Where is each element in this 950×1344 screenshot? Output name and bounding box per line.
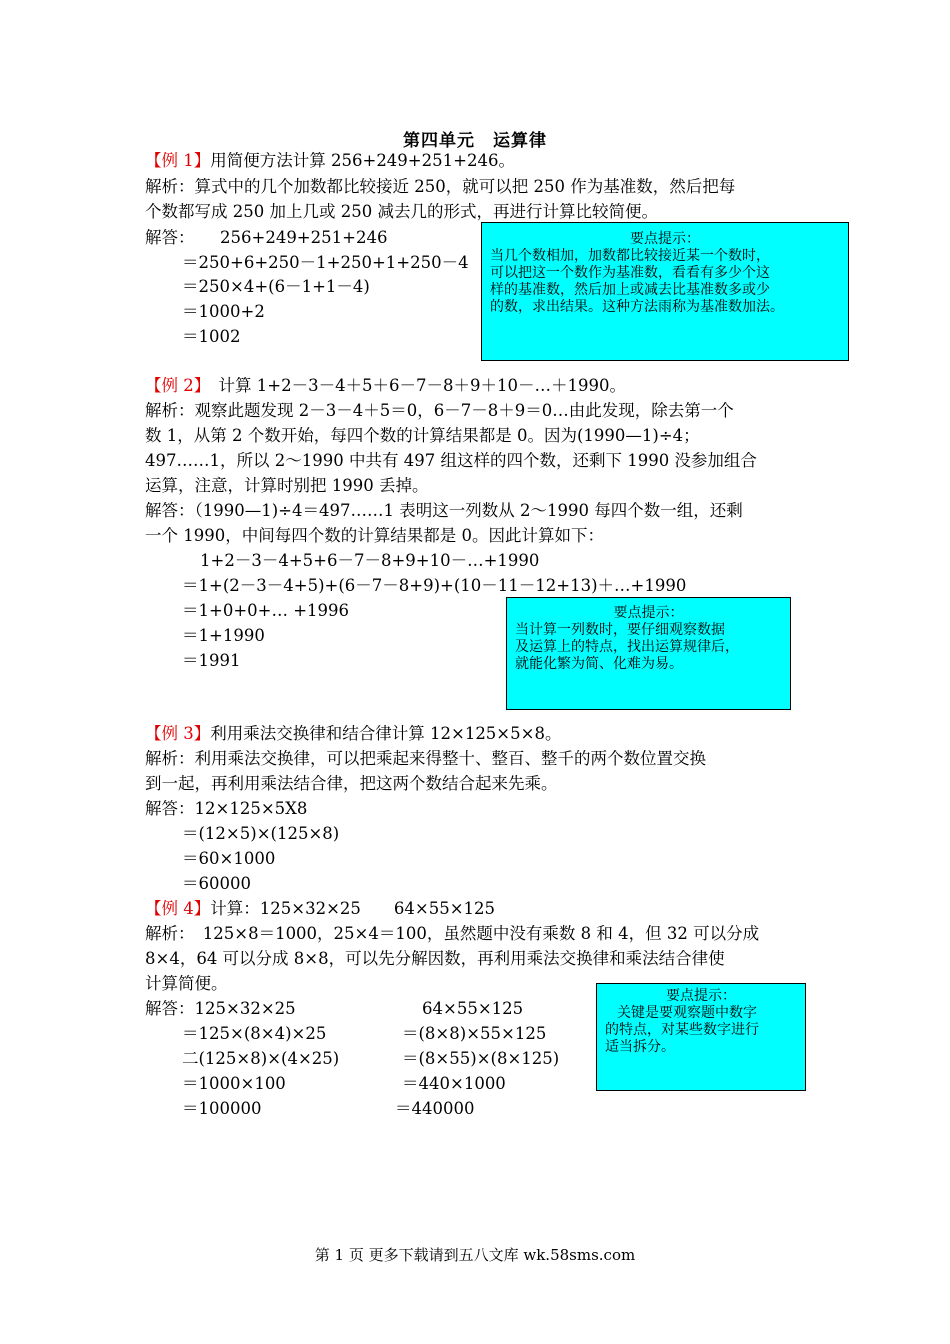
example-1-step: ＝250+6+250－1+250+1+250－4 (182, 253, 469, 272)
example-1-step: ＝250×4+(6－1+1－4) (182, 277, 370, 296)
example-3-label: 【例 3】 (145, 724, 211, 743)
example-3-question-line (145, 721, 561, 746)
example-1-hint-box (481, 222, 849, 361)
example-4-analysis-line: 8×4，64 可以分成 8×8，可以先分解因数，再利用乘法交换律和乘法结合律使 (145, 949, 725, 968)
example-2-step: ＝1+(2－3－4+5)+(6－7－8+9)+(10－11－12+13)＋…+1990 (182, 576, 687, 595)
hint-title: 要点提示： (630, 231, 700, 247)
hint-line: 及运算上的特点，找出运算规律后， (515, 639, 739, 655)
example-4-left-step: ＝1000×100 (182, 1074, 286, 1093)
hint-title: 要点提示： (613, 605, 684, 621)
hint-line: 的数，求出结果。这种方法雨称为基准数加法。 (490, 299, 784, 315)
example-2-question-line (145, 373, 626, 398)
hint-line: 可以把这一个数作为基准数，看看有多少个这 (490, 265, 770, 281)
example-2-step: ＝1+0+0+… +1996 (182, 601, 350, 620)
example-1-step: ＝1000+2 (182, 302, 265, 321)
example-1-analysis-line: 个数都写成 250 加上几或 250 减去几的形式，再进行计算比较简便。 (145, 202, 658, 221)
example-1-label: 【例 1】 (145, 151, 211, 170)
example-3-question: 利用乘法交换律和结合律计算 12×125×5×8。 (210, 724, 562, 743)
hint-title: 要点提示： (666, 988, 736, 1004)
example-4-analysis-line: 解析： 125×8＝1000，25×4＝100，虽然题中没有乘数 8 和 4，但 32 可以分成 (145, 924, 760, 943)
example-2-analysis-line: 497……1，所以 2～1990 中共有 497 组这样的四个数，还剩下 1990 没参加组合 (145, 451, 757, 470)
example-1-step: ＝1002 (182, 327, 241, 346)
example-1-analysis-line: 解析：算式中的几个加数都比较接近 250，就可以把 250 作为基准数，然后把每 (145, 177, 736, 196)
hint-line: 当几个数相加，加数都比较接近某一个数时， (490, 248, 770, 264)
example-3-answer: 解答：12×125×5X8 (145, 799, 308, 818)
example-4-answer-head: 解答：125×32×25 (145, 999, 296, 1018)
hint-line: 关键是要观察题中数字 (617, 1005, 757, 1021)
hint-line: 就能化繁为简、化难为易。 (515, 656, 683, 672)
example-2-question: 计算 1+2－3－4＋5＋6－7－8＋9＋10－…＋1990。 (202, 376, 627, 395)
example-1-answer-head: 解答： (145, 228, 195, 247)
example-2-label: 【例 2】 (145, 376, 202, 395)
example-3-step: ＝(12×5)×(125×8) (182, 824, 340, 843)
page-title: 第四单元 运算律 (403, 131, 547, 151)
example-2-step: 1+2－3－4+5+6－7－8+9+10－…+1990 (200, 551, 540, 570)
example-2-answer-line: 解答：（1990—1)÷4＝497……1 表明这一列数从 2～1990 每四个数一组，还剩 (145, 501, 743, 520)
example-3-step: ＝60×1000 (182, 849, 276, 868)
example-4-question-line (145, 896, 495, 921)
example-4-analysis-line: 计算简便。 (145, 974, 228, 993)
example-4-left-step: ＝100000 (182, 1099, 262, 1118)
example-2-analysis-line: 运算，注意，计算时别把 1990 丢掉。 (145, 476, 429, 495)
hint-line: 样的基准数，然后加上或减去比基准数多或少 (490, 282, 770, 298)
example-2-hint-box (506, 597, 791, 710)
example-4-right-step: ＝440000 (395, 1099, 475, 1118)
example-2-step: ＝1991 (182, 651, 241, 670)
example-4-right-step: ＝(8×55)×(8×125) (402, 1049, 560, 1068)
page-footer: 第 1 页 更多下载请到五八文库 wk.58sms.com (314, 1246, 636, 1264)
example-4-question: 计算：125×32×25 64×55×125 (210, 899, 496, 918)
example-4-hint-box (596, 983, 806, 1091)
example-4-right-step: ＝440×1000 (402, 1074, 506, 1093)
example-3-analysis-line: 到一起，再利用乘法结合律，把这两个数结合起来先乘。 (145, 774, 558, 793)
example-4-label: 【例 4】 (145, 899, 211, 918)
example-4-right-step: 64×55×125 (422, 999, 524, 1018)
example-1-question-line (145, 148, 515, 173)
hint-line: 适当拆分。 (605, 1039, 675, 1055)
example-4-left-step: 二(125×8)×(4×25) (182, 1049, 340, 1068)
example-2-step: ＝1+1990 (182, 626, 265, 645)
hint-line: 当计算一列数时，要仔细观察数据 (515, 622, 725, 638)
example-4-left-step: ＝125×(8×4)×25 (182, 1024, 327, 1043)
example-3-analysis-line: 解析：利用乘法交换律，可以把乘起来得整十、整百、整千的两个数位置交换 (145, 749, 706, 768)
example-1-answer-expression: 256+249+251+246 (220, 228, 388, 247)
hint-line: 的特点，对某些数字进行 (605, 1022, 759, 1038)
example-1-question: 用简便方法计算 256+249+251+246。 (210, 151, 515, 170)
example-2-analysis-line: 解析：观察此题发现 2－3－4＋5＝0，6－7－8＋9＝0…由此发现，除去第一个 (145, 401, 734, 420)
example-3-step: ＝60000 (182, 874, 251, 893)
example-4-right-step: ＝(8×8)×55×125 (402, 1024, 547, 1043)
example-2-analysis-line: 数 1，从第 2 个数开始，每四个数的计算结果都是 0。因为(1990—1)÷4； (145, 426, 700, 445)
example-2-answer-line: 一个 1990，中间每四个数的计算结果都是 0。因此计算如下： (145, 526, 604, 545)
